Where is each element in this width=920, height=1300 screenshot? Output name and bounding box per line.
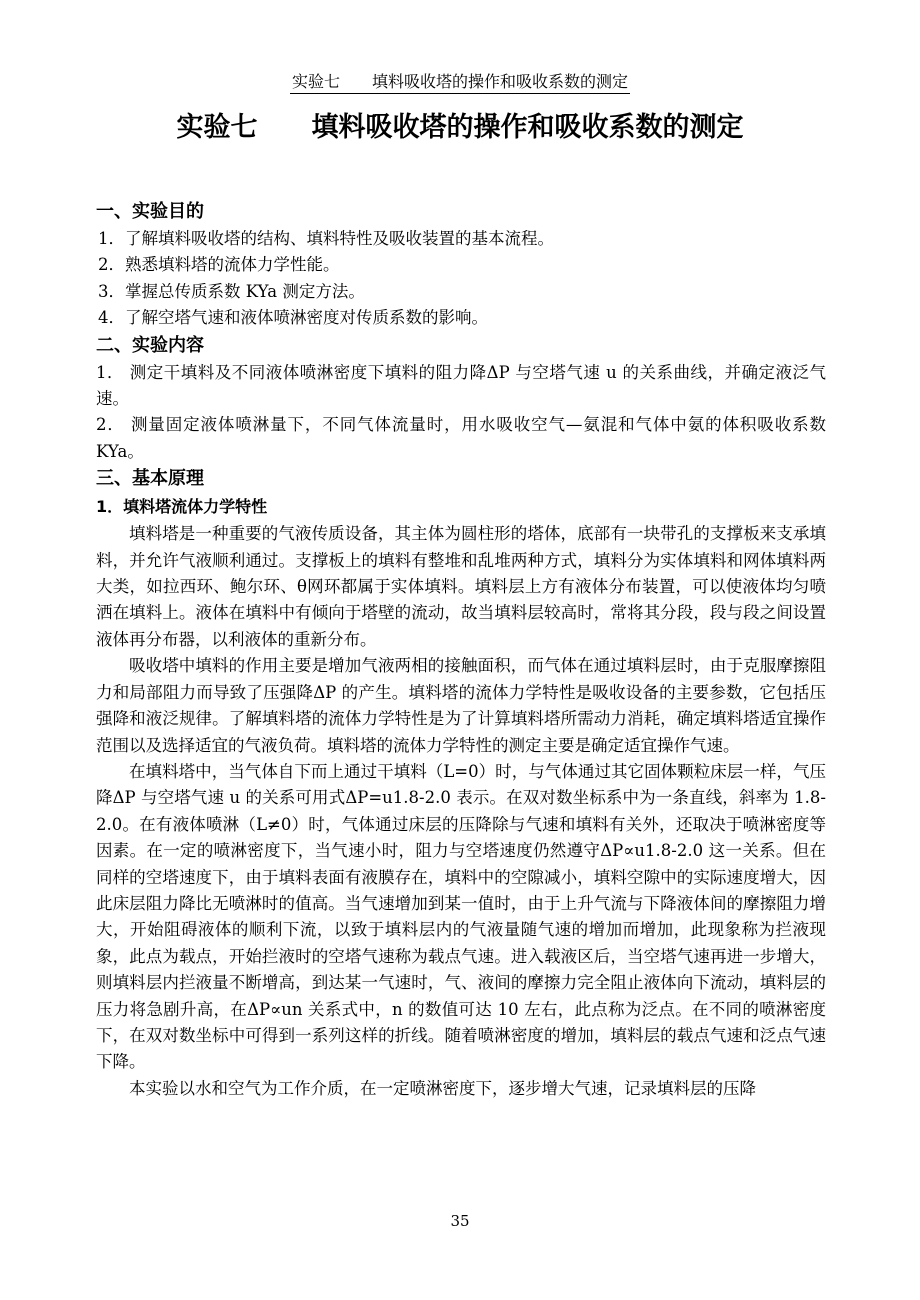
body-paragraph: 在填料塔中，当气体自下而上通过干填料（L=0）时，与气体通过其它固体颗粒床层一样，气压降ΔP 与空塔气速 u 的关系可用式ΔP=u1.8-2.0 表示。在双对数坐标系中为一条直线，斜率为 1.8-2.0。在有液体喷淋（L≠0）时，气体通过床层的压降除与气速和填料有关外，还取决于喷淋密度等因素。在一定的喷淋密度下，当气速小时，阻力与空塔速度仍然遵守ΔP∝u1.8-2.0 这一关系。但在同样的空塔速度下，由于填料表面有液膜存在，填料中的空隙减小，填料空隙中的实际速度增大，因此床层阻力降比无喷淋时的值高。当气速增加到某一值时，由于上升气流与下降液体间的摩擦阻力增大，开始阻碍液体的顺利下流，以致于填料层内的气液量随气速的增加而增加，此现象称为拦液现象，此点为载点，开始拦液时的空塔气速称为载点气速。进入载液区后，当空塔气速再进一步增大，则填料层内拦液量不断增高，到达某一气速时，气、液间的摩擦力完全阻止液体向下流动，填料层的压力将急剧升高，在ΔP∝un 关系式中，n 的数值可达 10 左右，此点称为泛点。在不同的喷淋密度下，在双对数坐标中可得到一系列这样的折线。随着喷淋密度的增加，填料层的载点气速和泛点气速下降。: [96, 761, 826, 1072]
body-paragraph: 填料塔是一种重要的气液传质设备，其主体为圆柱形的塔体，底部有一块带孔的支撑板来支承填料，并允许气液顺利通过。支撑板上的填料有整堆和乱堆两种方式，填料分为实体填料和网体填料两大类，如拉西环、鲍尔环、θ网环都属于实体填料。填料层上方有液体分布装置，可以使液体均匀喷洒在填料上。液体在填料中有倾向于塔壁的流动，故当填料层较高时，常将其分段，段与段之间设置液体再分布器，以利液体的重新分布。: [96, 524, 826, 649]
section-heading-principle: 三、基本原理: [96, 468, 204, 490]
content-item: 2． 测量固定液体喷淋量下，不同气体流量时，用水吸收空气—氨混和气体中氨的体积吸收系数 KYa。: [96, 415, 826, 461]
objective-item: 2．熟悉填料塔的流体力学性能。: [98, 255, 340, 275]
objective-item: 3．掌握总传质系数 KYa 测定方法。: [98, 281, 365, 301]
subsection-heading-hydrodynamics: 1．填料塔流体力学特性: [96, 497, 268, 517]
page-number: 35: [450, 1212, 470, 1230]
objective-item: 4．了解空塔气速和液体喷淋密度对传质系数的影响。: [98, 308, 488, 328]
running-header-title: 实验七 填料吸收塔的操作和吸收系数的测定: [290, 72, 630, 94]
section-heading-objectives: 一、实验目的: [96, 201, 204, 222]
document-body: [96, 198, 826, 1102]
page-title: 实验七 填料吸收塔的操作和吸收系数的测定: [176, 112, 744, 143]
content-item: 1． 测定干填料及不同液体喷淋密度下填料的阻力降ΔP 与空塔气速 u 的关系曲线，并确定液泛气速。: [96, 362, 826, 409]
body-paragraph: 本实验以水和空气为工作介质，在一定喷淋密度下，逐步增大气速，记录填料层的压降: [129, 1078, 756, 1098]
section-heading-content: 二、实验内容: [96, 334, 204, 356]
running-header: [0, 72, 920, 94]
body-paragraph: 吸收塔中填料的作用主要是增加气液两相的接触面积，而气体在通过填料层时，由于克服摩擦阻力和局部阻力而导致了压强降ΔP 的产生。填料塔的流体力学特性是吸收设备的主要参数，它包括压强降和液泛规律。了解填料塔的流体力学特性是为了计算填料塔所需动力消耗，确定填料塔适宜操作范围以及选择适宜的气液负荷。填料塔的流体力学特性的测定主要是确定适宜操作气速。: [96, 656, 826, 755]
objective-item: 1．了解填料吸收塔的结构、填料特性及吸收装置的基本流程。: [98, 229, 554, 248]
